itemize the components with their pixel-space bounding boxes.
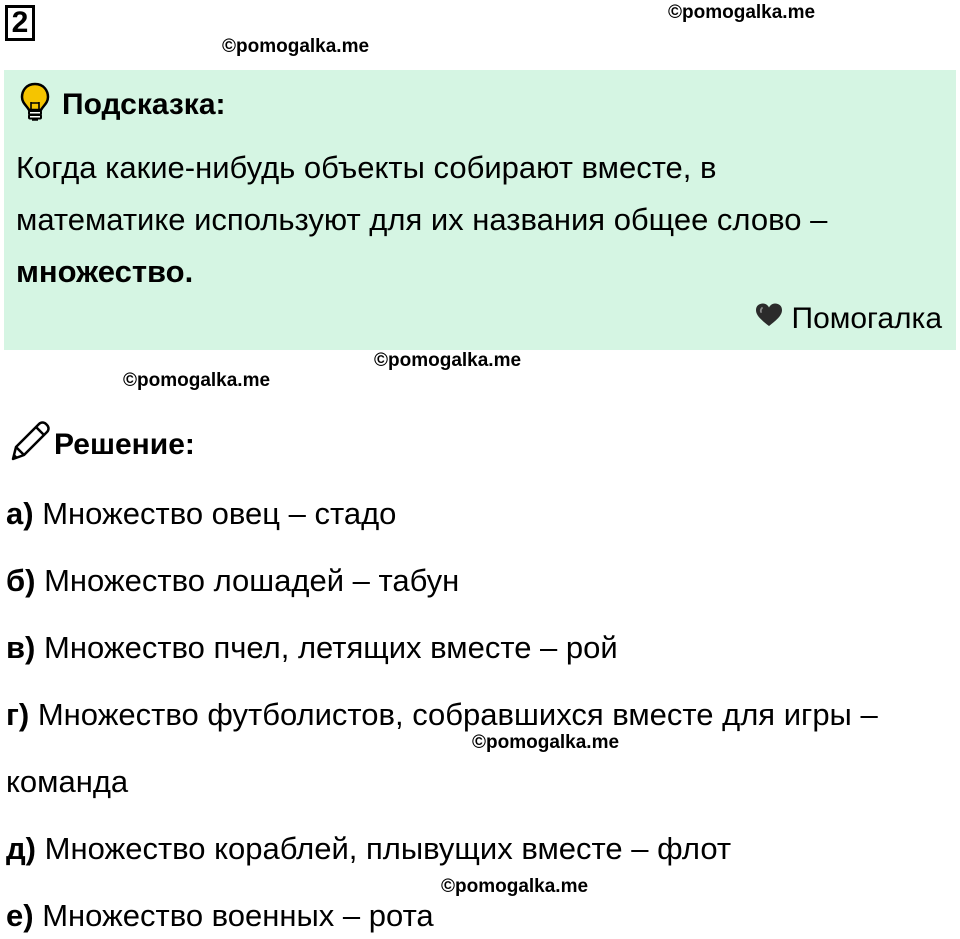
watermark: ©pomogalka.me (123, 370, 271, 391)
answer-text: команда (6, 764, 129, 799)
answer-line (6, 896, 434, 936)
watermark: ©pomogalka.me (441, 876, 589, 897)
hint-title: Подсказка: (62, 87, 226, 121)
answer-letter: д) (6, 831, 37, 866)
hint-box (4, 70, 956, 350)
answer-text: Множество пчел, летящих вместе – рой (35, 630, 618, 665)
hint-bold-word: множество. (16, 254, 194, 289)
answer-letter: б) (6, 563, 36, 598)
answer-text: Множество кораблей, плывущих вместе – флот (36, 831, 732, 866)
answer-letter: г) (6, 697, 30, 732)
answer-line (6, 628, 618, 668)
hint-header (20, 82, 226, 127)
answer-line (6, 561, 459, 601)
watermark: ©pomogalka.me (668, 2, 816, 23)
answer-text: Множество овец – стадо (33, 496, 397, 531)
hint-text (16, 142, 936, 298)
lightbulb-icon (20, 82, 50, 127)
watermark: ©pomogalka.me (472, 732, 620, 753)
answer-letter: е) (6, 898, 34, 933)
hint-line: математике используют для их названия общее слово – (16, 202, 828, 237)
signature (754, 302, 943, 336)
solution-header (8, 420, 195, 469)
watermark: ©pomogalka.me (222, 36, 370, 57)
answer-letter: а) (6, 496, 34, 531)
hint-line: Когда какие-нибудь объекты собирают вместе, в (16, 150, 717, 185)
answer-line (6, 829, 731, 869)
solution-title: Решение: (54, 427, 195, 461)
task-number-box: 2 (5, 5, 35, 41)
pencil-icon (8, 420, 50, 469)
signature-label: Помогалка (791, 302, 942, 335)
answer-line (6, 494, 396, 534)
answer-line (6, 695, 878, 735)
answer-text: Множество лошадей – табун (35, 563, 460, 598)
answer-text: Множество футболистов, собравшихся вместе для игры – (29, 697, 878, 732)
answer-text: Множество военных – рота (33, 898, 434, 933)
watermark: ©pomogalka.me (374, 350, 522, 371)
answer-line (6, 762, 128, 802)
heart-icon (754, 302, 792, 336)
answer-letter: в) (6, 630, 36, 665)
